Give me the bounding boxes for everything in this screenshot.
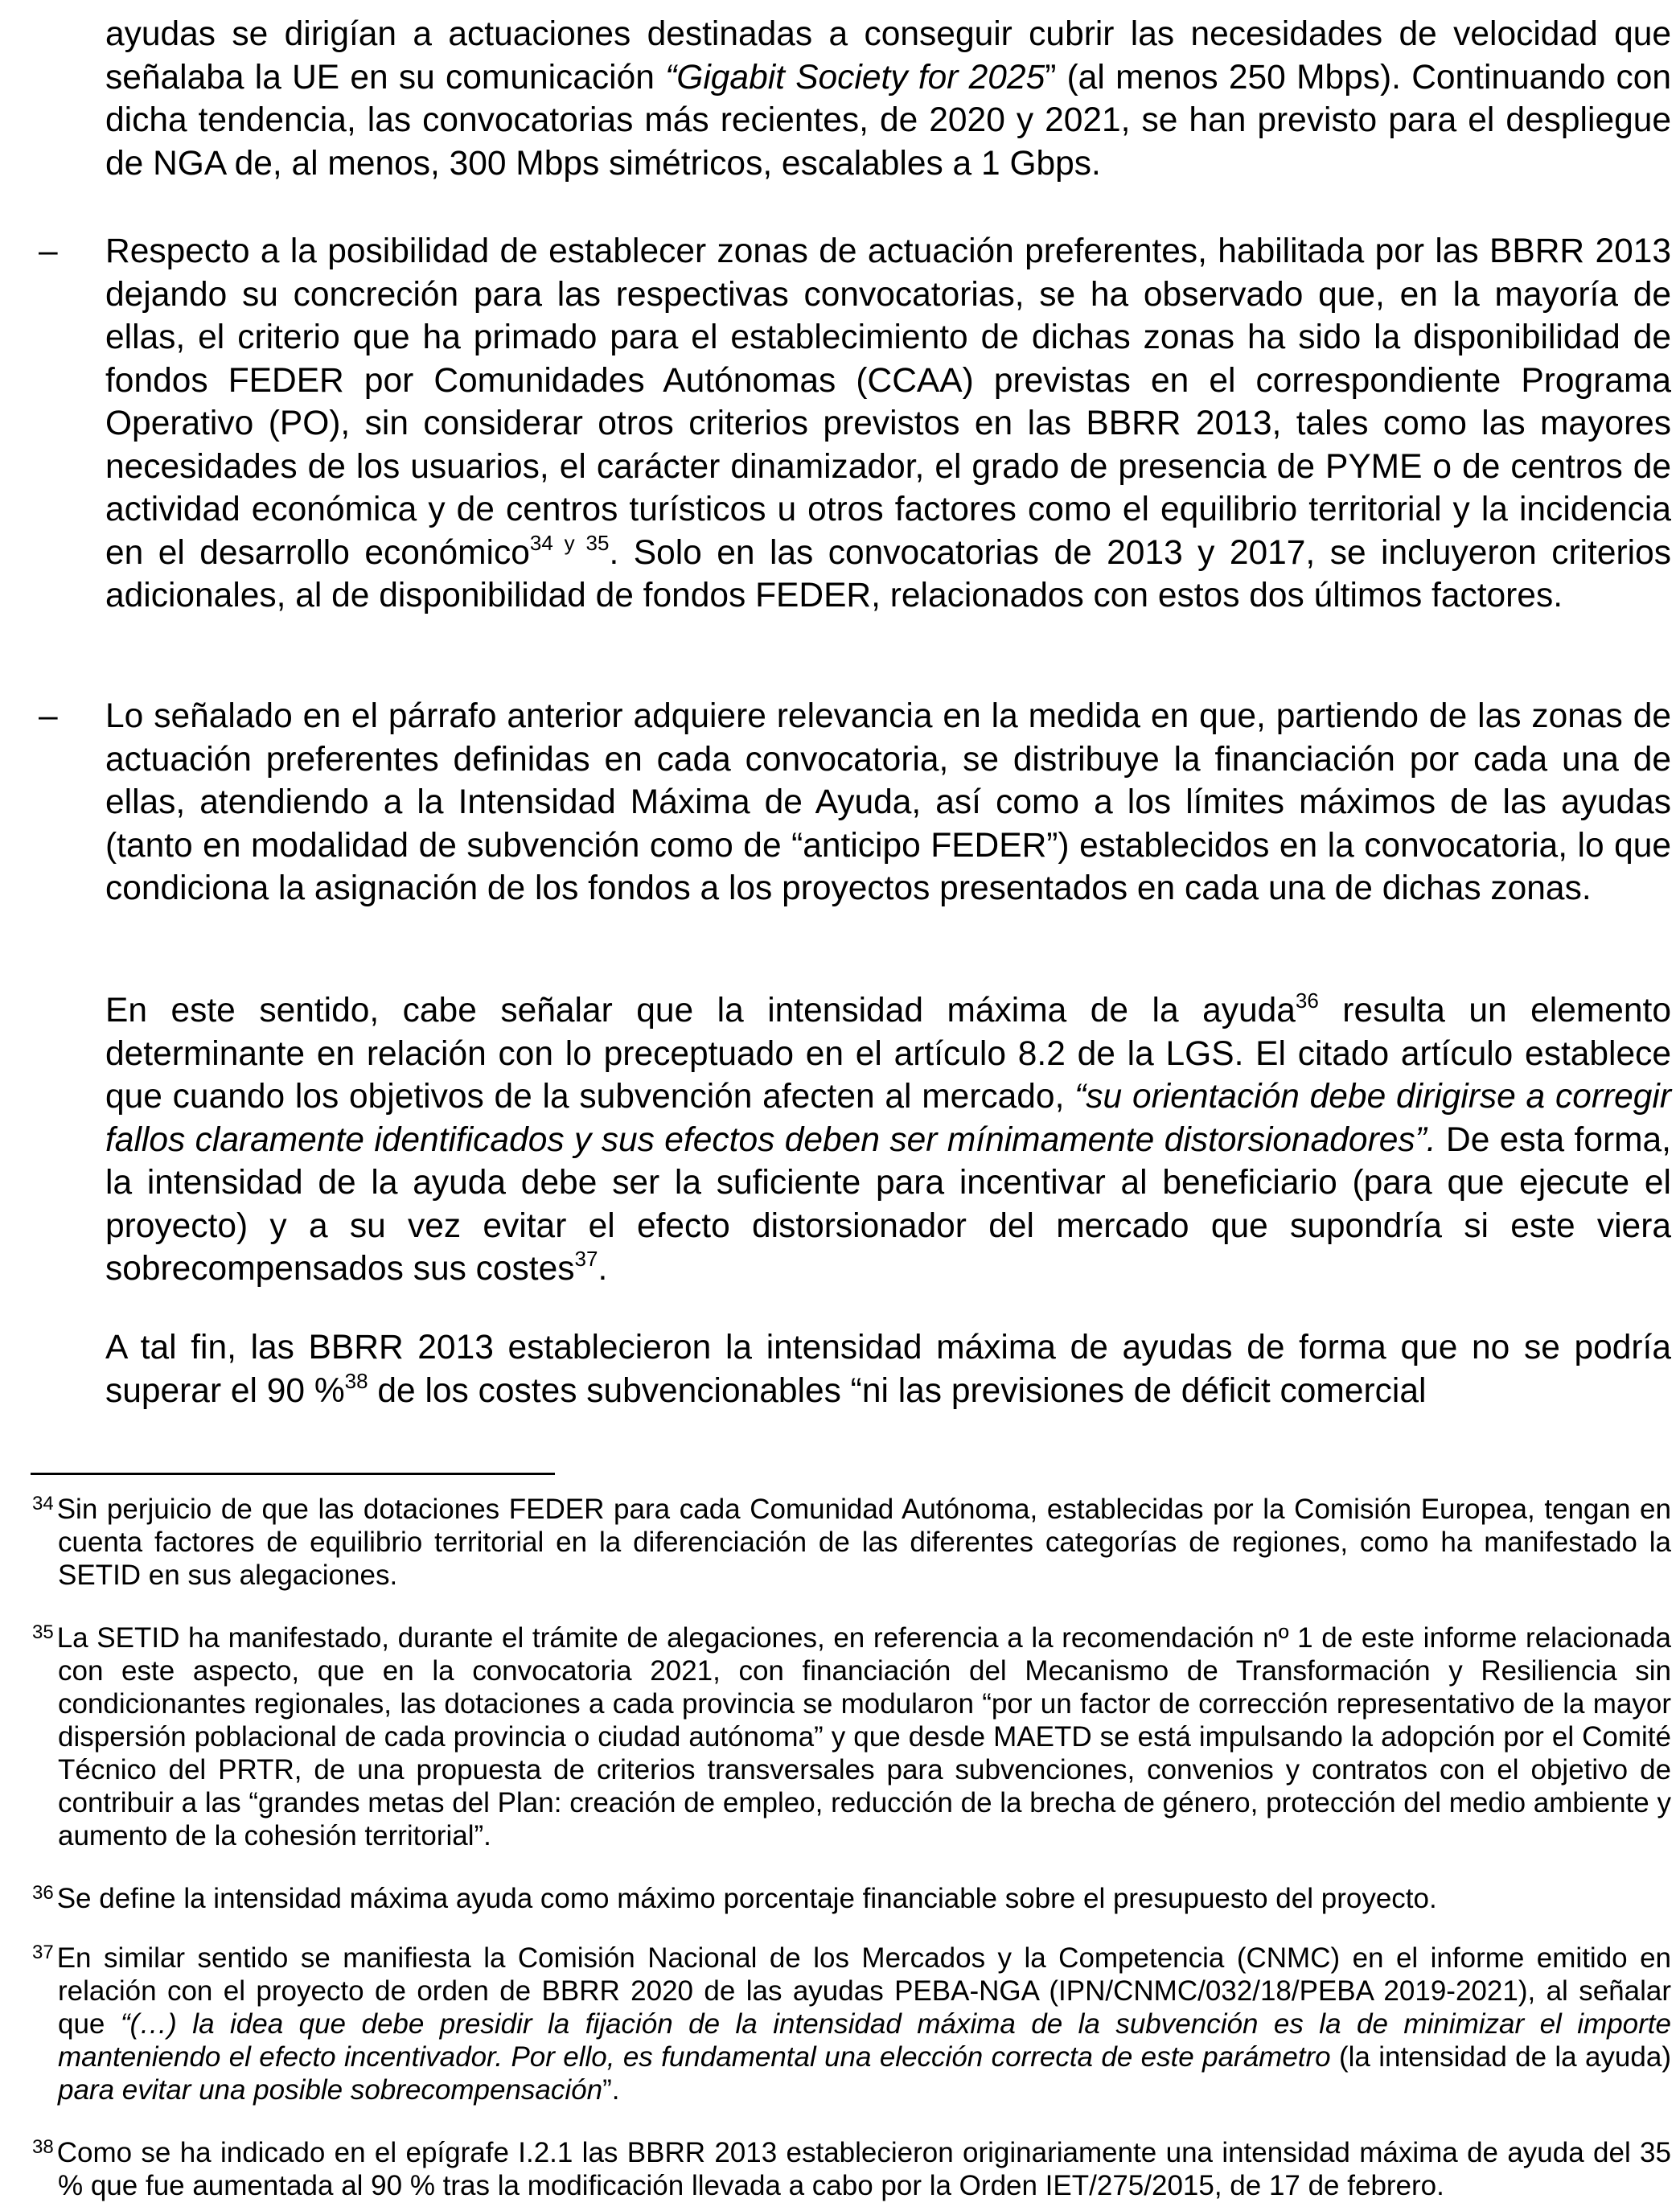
text-run: . bbox=[598, 1250, 608, 1288]
text-run: de los costes subvencionables “ni las previsiones de déficit comercial bbox=[368, 1371, 1427, 1410]
footnote-number: 38 bbox=[32, 2136, 54, 2158]
text-run: resulta un elemento determinante en relación con lo preceptuado en el artículo 8.2 de la LGS. El citado artículo establece que cuando los objetivos de la subvención afecten al mercado, bbox=[105, 992, 1671, 1116]
footnote-text: Sin perjuicio de que las dotaciones FEDER para cada Comunidad Autónoma, establecidas por la Comisión Europea, tengan en cuenta factores de equilibrio territorial en la diferenciación de las diferentes categorías de regiones, como ha manifestado la SETID en sus alegaciones. bbox=[56, 1494, 1671, 1591]
footnote-37 bbox=[32, 1942, 1671, 2106]
footnote-number: 36 bbox=[32, 1882, 54, 1904]
text-run: ayudas se dirigían a actuaciones destinadas a conseguir cubrir las necesidades de velocidad que señalaba la UE en su comunicación bbox=[105, 15, 1671, 97]
bullet-dash: – bbox=[39, 232, 58, 270]
paragraph-intensidad bbox=[105, 989, 1671, 1291]
footnote-text: Como se ha indicado en el epígrafe I.2.1 las BBRR 2013 establecieron originariamente una intensidad máxima de ayuda del 35 % que fue aumentada al 90 % tras la modificación llevada a cabo por la Orden IET/275/2015, de 17 de febrero. bbox=[56, 2137, 1671, 2201]
text-run: . Solo en las convocatorias de 2013 y 2017, se incluyeron criterios adicionales, al de disponibilidad de fondos FEDER, relacionados con estos dos últimos factores. bbox=[105, 533, 1671, 614]
text-run: A tal fin, las BBRR 2013 establecieron la intensidad máxima de ayudas de forma que no se podría superar el 90 % bbox=[105, 1329, 1671, 1410]
footnote-text: La SETID ha manifestado, durante el trámite de alegaciones, en referencia a la recomendación nº 1 de este informe relacionada con este aspecto, que en la convocatoria 2021, con financiación del Mecanismo de Transformación y Resiliencia sin condicionantes regionales, las dotaciones a cada provincia se modularon “por un factor de corrección representativo de la mayor dispersión poblacional de cada provincia o ciudad autónoma” y que desde MAETD se está impulsando la adopción por el Comité Técnico del PRTR, de una propuesta de criterios transversales para subvenciones, convenios y contratos con el objetivo de contribuir a las “grandes metas del Plan: creación de empleo, reducción de la brecha de género, protección del medio ambiente y aumento de la cohesión territorial”. bbox=[56, 1622, 1671, 1851]
footnote-38 bbox=[32, 2136, 1671, 2202]
footnote-text: (la intensidad de la ayuda) bbox=[1330, 2041, 1671, 2073]
footnote-ref-34-35: 34 y 35 bbox=[529, 530, 610, 555]
footnote-ref-38: 38 bbox=[344, 1368, 368, 1393]
italic-quote: “Gigabit Society for 2025 bbox=[665, 58, 1045, 97]
footnote-text: Se define la intensidad máxima ayuda como máximo porcentaje financiable sobre el presupuesto del proyecto. bbox=[56, 1883, 1437, 1914]
footnote-number: 37 bbox=[32, 1942, 54, 1963]
footnote-italic-quote: “(…) la idea que debe presidir la fijación de la intensidad máxima de la subvención es la de minimizar el importe manteniendo el efecto incentivador. Por ello, es fundamental una elección correcta de este parámetro bbox=[58, 2008, 1671, 2073]
footnote-text: ”. bbox=[602, 2074, 620, 2106]
italic-quote: “su orientación debe dirigirse a corregir fallos claramente identificados y sus efectos deben ser mínimamente distorsionadores”. bbox=[105, 1078, 1672, 1159]
text-run: De esta forma, la intensidad de la ayuda debe ser la suficiente para incentivar al beneficiario (para que ejecute el proyecto) y a su vez evitar el efecto distorsionador del mercado que supondría si este viera sobrecompensados sus costes bbox=[105, 1120, 1671, 1288]
paragraph-tal-fin bbox=[105, 1326, 1671, 1412]
text-run: En este sentido, cabe señalar que la intensidad máxima de la ayuda bbox=[105, 992, 1296, 1029]
footnote-34 bbox=[32, 1493, 1671, 1592]
footnote-number: 35 bbox=[32, 1621, 54, 1643]
paragraph-relevancia: Lo señalado en el párrafo anterior adquiere relevancia en la medida en que, partiendo de las zonas de actuación preferentes definidas en cada convocatoria, se distribuye la financiación por cada una de ellas, atendiendo a la Intensidad Máxima de Ayuda, así como a los límites máximos de las ayudas (tanto en modalidad de subvención como de “anticipo FEDER”) establecidos en la convocatoria, lo que condiciona la asignación de los fondos a los proyectos presentados en cada una de dichas zonas. bbox=[105, 697, 1671, 907]
text-run: Respecto a la posibilidad de establecer zonas de actuación preferentes, habilitada por las BBRR 2013 dejando su concreción para las respectivas convocatorias, se ha observado que, en la mayoría de ellas, el criterio que ha primado para el establecimiento de dichas zonas ha sido la disponibilidad de fondos FEDER por Comunidades Autónomas (CCAA) previstas en el correspondiente Programa Operativo (PO), sin considerar otros criterios previstos en las BBRR 2013, tales como las mayores necesidades de los usuarios, el carácter dinamizador, el grado de presencia de PYME o de centros de actividad económica y de centros turísticos u otros factores como el equilibrio territorial y la incidencia en el desarrollo económico bbox=[105, 232, 1671, 572]
footnote-35 bbox=[32, 1621, 1671, 1852]
paragraph-continuation bbox=[105, 13, 1671, 185]
bullet-dash: – bbox=[39, 697, 58, 735]
footnote-ref-36: 36 bbox=[1295, 988, 1319, 1013]
footnote-separator bbox=[31, 1473, 555, 1475]
footnote-ref-37: 37 bbox=[574, 1247, 598, 1271]
footnote-italic-quote: para evitar una posible sobrecompensación bbox=[58, 2074, 603, 2106]
footnote-text: En similar sentido se manifiesta la Comisión Nacional de los Mercados y la Competencia (CNMC) en el informe emitido en relación con el proyecto de orden de BBRR 2020 de las ayudas PEBA-NGA (IPN/CNMC/032/18/PEBA 2019-2021), al señalar que bbox=[56, 1942, 1671, 2040]
paragraph-zonas-preferentes bbox=[105, 230, 1671, 618]
text-run: ” (al menos 250 Mbps). Continuando con dicha tendencia, las convocatorias más recientes, de 2020 y 2021, se han previsto para el despliegue de NGA de, al menos, 300 Mbps simétricos, escalables a 1 Gbps. bbox=[105, 58, 1672, 183]
footnote-36 bbox=[32, 1882, 1671, 1915]
footnote-number: 34 bbox=[32, 1493, 54, 1514]
